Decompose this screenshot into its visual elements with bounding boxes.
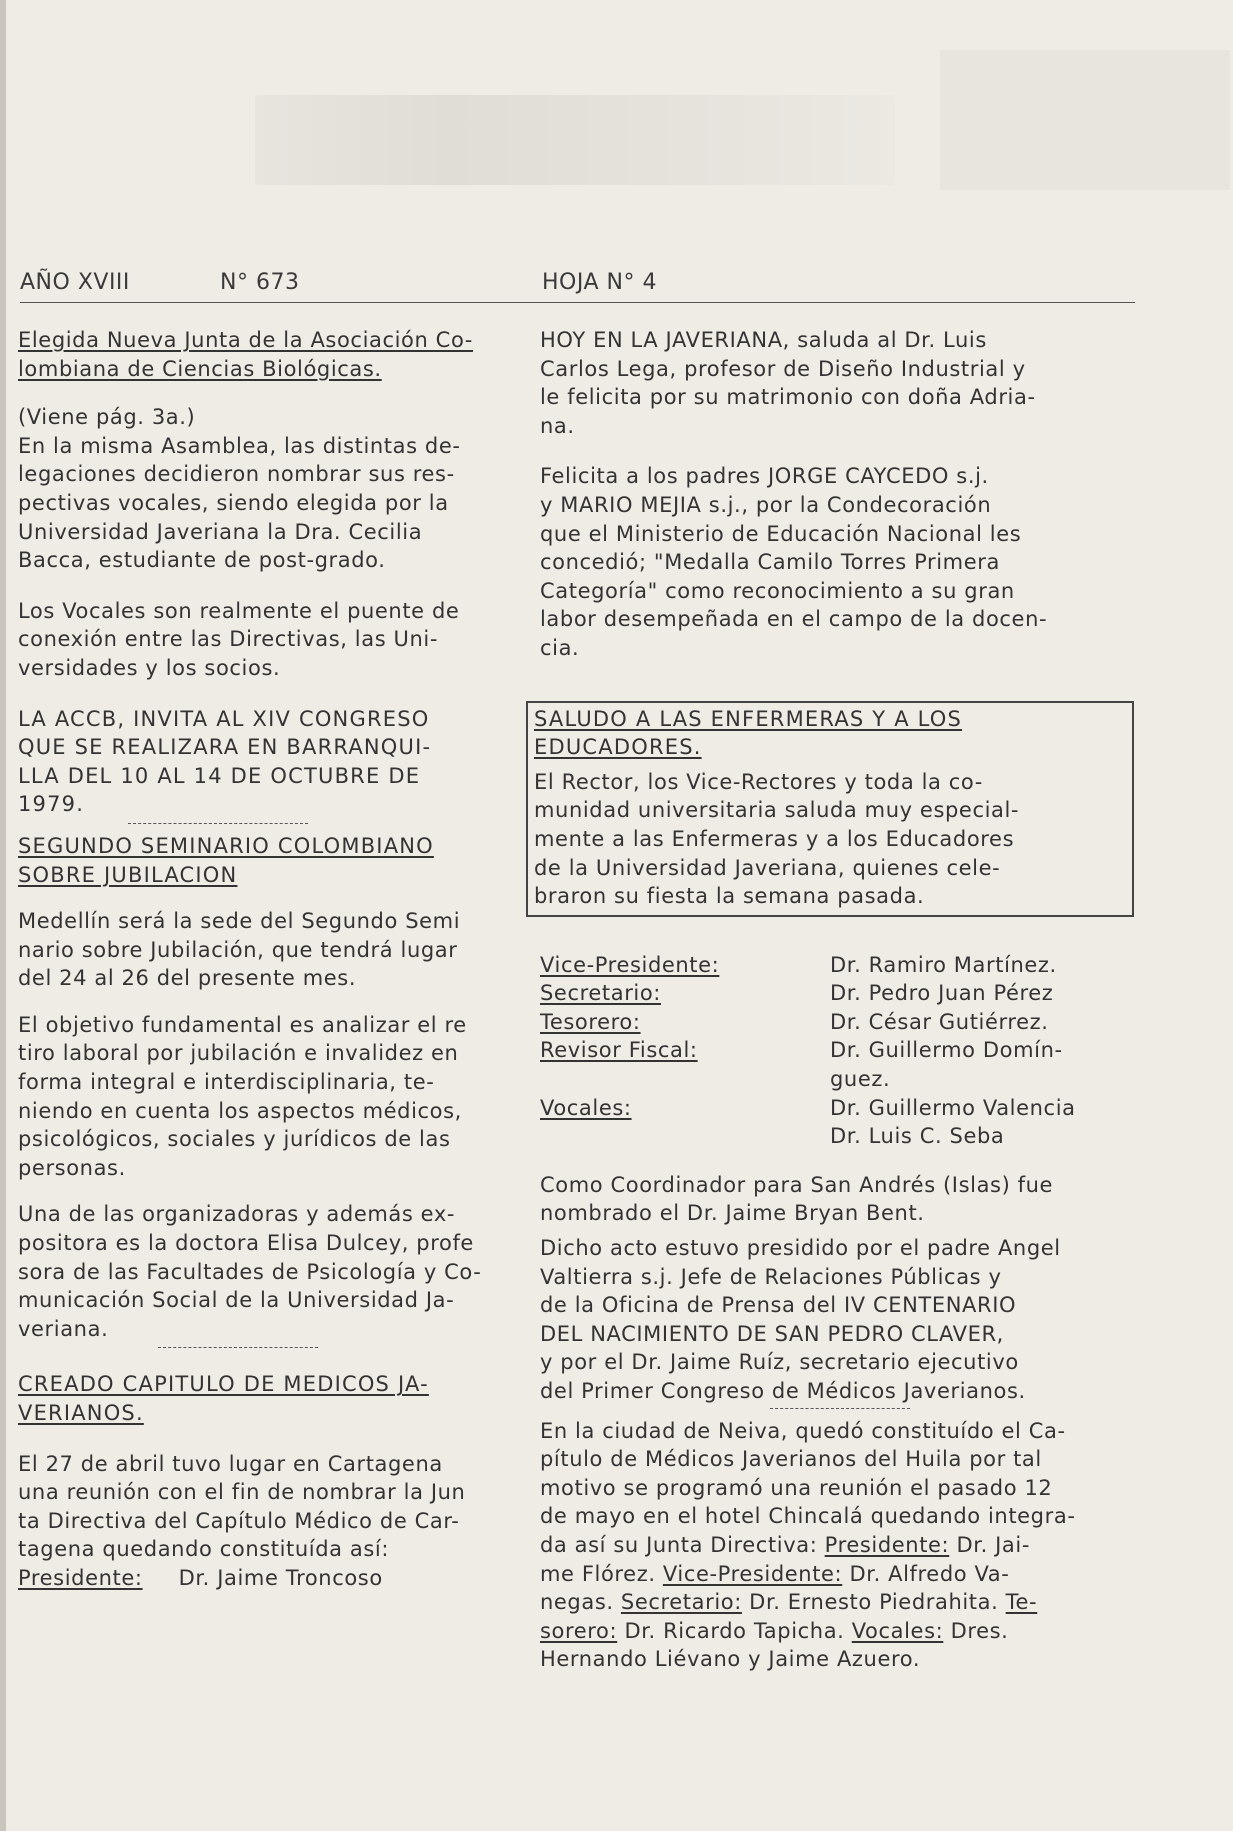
header-number: N° 673 — [220, 270, 300, 295]
header-year: AÑO XVIII — [20, 270, 130, 295]
president-label: Presidente: — [18, 1565, 143, 1590]
right-column — [534, 326, 1140, 1674]
neiva-treasurer: Dr. Ricardo Tapicha. — [617, 1618, 852, 1643]
neiva-secretary: Dr. Ernesto Piedrahita. — [741, 1590, 1006, 1615]
article-jubilacion-p1: Medellín será la sede del Segundo Semi nario sobre Jubilación, que tendrá lugar del 24 al 26 del presente mes. — [18, 909, 461, 991]
neiva-treasurer-label: Te- sorero: — [540, 1590, 1038, 1643]
page-edge-shadow — [0, 0, 6, 1831]
officers-list — [540, 951, 1140, 1151]
neiva-intro: En la ciudad de Neiva, quedó constituído el Ca- pítulo de Médicos Javerianos del Huila por tal motivo se programó una reunión el pasado 12 de mayo en el hotel Chincalá quedando integra- da así su Junta Directiva: — [540, 1418, 1076, 1557]
headline-biologicas: Elegida Nueva Junta de la Asociación Co- lombiana de Ciencias Biológicas. — [18, 328, 473, 381]
article-medicos-p1: El 27 de abril tuvo lugar en Cartagena una reunión con el fin de nombrar la Jun ta Directiva del Capítulo Médico de Car- tagena quedando constituída así: — [18, 1451, 466, 1562]
headline-medicos: CREADO CAPITULO DE MEDICOS JA- VERIANOS. — [18, 1372, 429, 1425]
page-header — [20, 266, 1130, 298]
article-coordinador: Como Coordinador para San Andrés (Islas) fue nombrado el Dr. Jaime Bryan Bent. — [540, 1172, 1054, 1226]
article-jubilacion-p3: Una de las organizadoras y además ex- positora es la doctora Elisa Dulcey, profe sora de las Facultades de Psicología y Co- municación Social de la Universidad Ja- veriana. — [18, 1202, 482, 1341]
article-condecoracion: Felicita a los padres JORGE CAYCEDO s.j. y MARIO MEJIA s.j., por la Condecoración que el Ministerio de Educación Nacional les concedió; "Medalla Camilo Torres Primera Categoría" como reconocimiento a su gran labor desempeñada en el campo de la docen- cia. — [540, 464, 1048, 660]
bleed-through-masthead — [255, 95, 895, 185]
headline-jubilacion: SEGUNDO SEMINARIO COLOMBIANO SOBRE JUBILACION — [18, 833, 434, 887]
officer-role — [540, 1065, 830, 1094]
neiva-secretary-label: Secretario: — [620, 1590, 742, 1615]
officer-name: Dr. Guillermo Valencia — [830, 1095, 1076, 1120]
officer-name: Dr. Luis C. Seba — [830, 1124, 1005, 1149]
officer-role — [540, 1122, 830, 1151]
president-name: Dr. Jaime Troncoso — [178, 1565, 383, 1590]
left-column — [18, 326, 513, 1593]
officer-role: Vocales: — [540, 1095, 632, 1120]
neiva-vp: Dr. Alfredo Va- negas. — [540, 1561, 1010, 1615]
officer-role: Vice-Presidente: — [540, 952, 720, 977]
article-congreso: LA ACCB, INVITA AL XIV CONGRESO QUE SE REALIZARA EN BARRANQUI- LLA DEL 10 AL 14 DE OCTUBRE DE 1979. — [18, 706, 432, 817]
officer-name: Dr. Guillermo Domín- — [830, 1038, 1063, 1063]
article-lega: HOY EN LA JAVERIANA, saluda al Dr. Luis Carlos Lega, profesor de Diseño Industrial y le felicita por su matrimonio con doña Adria- na. — [540, 328, 1036, 438]
article-claver: Dicho acto estuvo presidido por el padre Angel Valtierra s.j. Jefe de Relaciones Públicas y de la Oficina de Prensa del IV CENTENARIO DEL NACIMIENTO DE SAN PEDRO CLAVER, y por el Dr. Jaime Ruíz, secretario ejecutivo del Primer Congreso de Médicos Javerianos. — [540, 1236, 1061, 1403]
officer-name: Dr. César Gutiérrez. — [830, 1009, 1049, 1034]
officer-name: Dr. Pedro Juan Pérez — [830, 981, 1054, 1006]
neiva-vocales: Dres. Hernando Liévano y Jaime Azuero. — [540, 1618, 1009, 1672]
saludo-title: SALUDO A LAS ENFERMERAS Y A LOS EDUCADORES. — [534, 706, 963, 760]
article-biologicas-p1: (Viene pág. 3a.) En la misma Asamblea, las distintas de- legaciones decidieron nombrar sus res- pectivas vocales, siendo elegida por la Universidad Javeriana la Dra. Cecilia Bacca, estudiante de post-grado. — [18, 405, 461, 573]
officer-name: Dr. Ramiro Martínez. — [830, 952, 1057, 977]
neiva-president-label: Presidente: — [824, 1532, 950, 1557]
neiva-president: Dr. Jai- me Flórez. — [540, 1532, 1031, 1586]
article-jubilacion-p2: El objetivo fundamental es analizar el re tiro laboral por jubilación e invalidez en forma integral e interdisciplinaria, te- niendo en cuenta los aspectos médicos, psicológicos, sociales y jurídicos de las personas. — [18, 1012, 467, 1180]
saludo-text: El Rector, los Vice-Rectores y toda la co- munidad universitaria saluda muy especial- mente a las Enfermeras y a los Educadores de la Universidad Javeriana, quienes cele- braron su fiesta la semana pasada. — [534, 769, 1020, 909]
header-sheet: HOJA N° 4 — [542, 270, 657, 295]
president-line — [18, 1564, 513, 1593]
officer-role: Revisor Fiscal: — [540, 1038, 698, 1063]
neiva-vp-label: Vice-Presidente: — [662, 1561, 843, 1586]
neiva-vocales-label: Vocales: — [851, 1618, 944, 1643]
article-biologicas-p2: Los Vocales son realmente el puente de conexión entre las Directivas, las Uni- versidades y los socios. — [18, 598, 460, 680]
section-divider — [770, 1408, 910, 1409]
bleed-through-block — [940, 50, 1230, 190]
section-divider — [158, 1347, 318, 1348]
article-neiva — [540, 1417, 1140, 1674]
saludo-box — [526, 701, 1134, 917]
officer-role: Secretario: — [540, 981, 661, 1006]
header-rule — [20, 302, 1135, 303]
officer-role: Tesorero: — [540, 1009, 641, 1034]
officer-name: guez. — [830, 1067, 891, 1092]
section-divider — [128, 823, 308, 824]
